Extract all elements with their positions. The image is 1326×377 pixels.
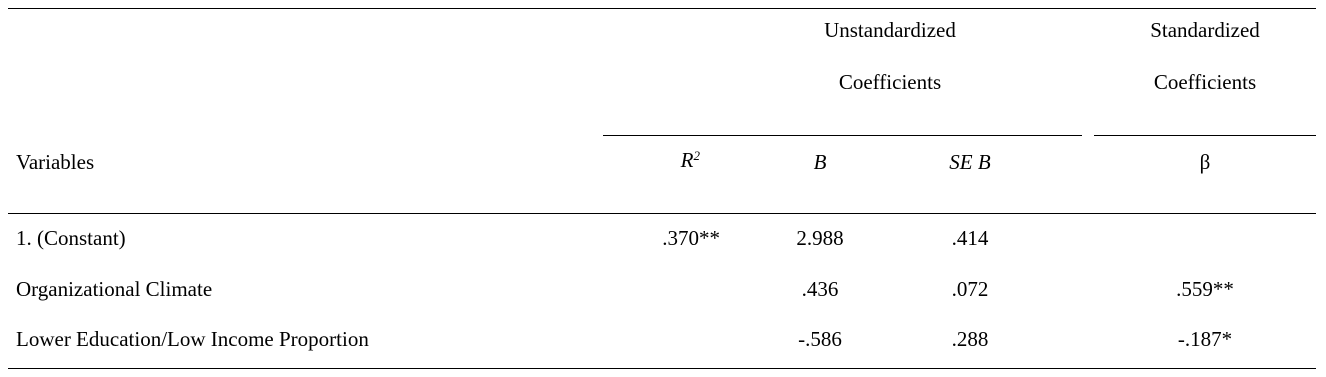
- row-se-b: .414: [951, 226, 989, 250]
- r2-base: R: [680, 148, 694, 172]
- column-header-beta: β: [1199, 150, 1211, 174]
- row-b: -.586: [798, 327, 842, 351]
- row-r2: .370**: [662, 226, 720, 250]
- column-header-b: B: [813, 150, 827, 174]
- r2-superscript: 2: [693, 148, 700, 163]
- group-rule-standardized: [1094, 135, 1316, 136]
- row-beta: .559**: [1176, 277, 1234, 301]
- row-se-b: .072: [951, 277, 989, 301]
- row-se-b: .288: [951, 327, 989, 351]
- table-top-rule: [8, 8, 1316, 9]
- row-beta: -.187*: [1177, 327, 1233, 351]
- header-standardized-line2: Coefficients: [1153, 70, 1257, 94]
- row-b: .436: [801, 277, 839, 301]
- header-standardized-line1: Standardized: [1150, 18, 1260, 42]
- column-header-r2: [610, 148, 700, 172]
- header-bottom-rule: [8, 213, 1316, 214]
- row-b: 2.988: [796, 226, 844, 250]
- table-bottom-rule: [8, 368, 1316, 369]
- row-variable: Lower Education/Low Income Proportion: [16, 327, 369, 351]
- group-rule-unstandardized: [603, 135, 1082, 136]
- row-variable: Organizational Climate: [16, 277, 213, 301]
- header-unstandardized-line1: Unstandardized: [824, 18, 956, 42]
- column-header-se-b: SE B: [949, 150, 991, 174]
- row-variable: 1. (Constant): [16, 226, 126, 250]
- header-unstandardized-line2: Coefficients: [838, 70, 942, 94]
- column-header-variables: Variables: [16, 150, 95, 174]
